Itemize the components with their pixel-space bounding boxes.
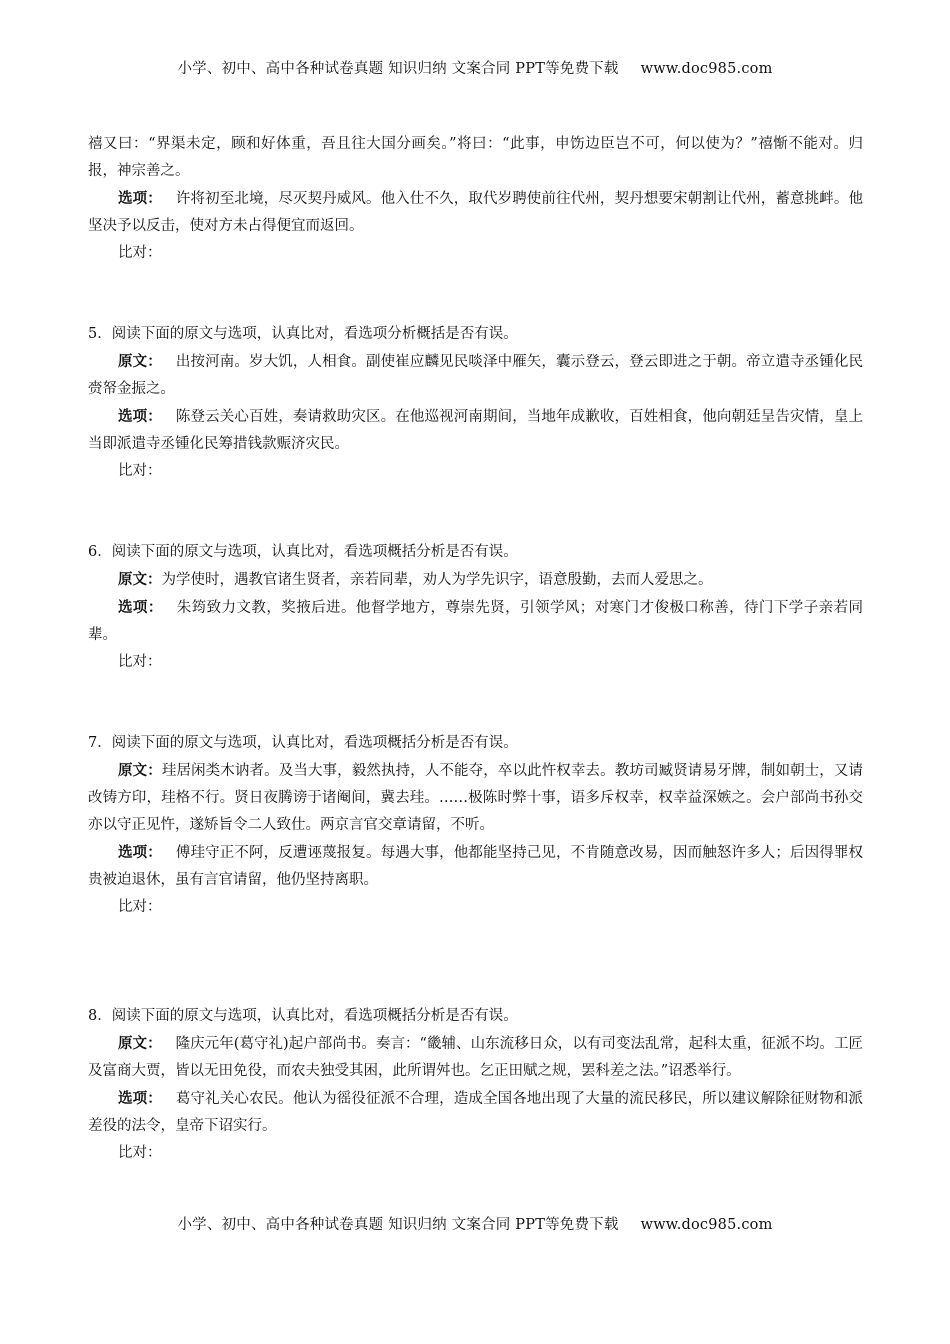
original-text-continued: 禧又曰：“界渠未定，顾和好体重，吾且往大国分画矣。”将曰：“此事，申饬边臣岂不可，何以使为？”禧惭不能对。归报，神宗善之。 [88, 136, 863, 179]
option-label: 选项： [118, 408, 162, 425]
compare-label: 比对： [118, 245, 162, 261]
original-label: 原文： [118, 353, 162, 370]
option-text: 傅珪守正不阿，反遭诬蔑报复。每遇大事，他都能坚持己见，不肯随意改易，因而触怒许多人；后因得罪权贵被迫退休，虽有言官请留，他仍坚持离职。 [88, 845, 864, 888]
question-title: 7．阅读下面的原文与选项，认真比对，看选项概括分析是否有误。 [88, 735, 518, 751]
question-7 [88, 730, 863, 921]
question-5 [88, 321, 863, 485]
compare-line [88, 1140, 863, 1167]
original-paragraph [88, 1030, 863, 1085]
page-footer [0, 1213, 950, 1234]
compare-label: 比对： [118, 1145, 162, 1161]
option-paragraph [88, 839, 863, 894]
question-6 [88, 539, 863, 676]
original-text: 隆庆元年(葛守礼)起户部尚书。奏言：“畿辅、山东流移日众，以有司变法乱常，起科太重，征派不均。工匠及富商大贾，皆以无田免役，而农夫独受其困，此所谓舛也。乞正田赋之规，罢科差之法。”诏悉举行。 [88, 1036, 863, 1079]
option-paragraph [88, 594, 863, 649]
option-paragraph [88, 403, 863, 458]
header-text: 小学、初中、高中各种试卷真题 知识归纳 文案合同 PPT等免费下载 [177, 61, 619, 77]
compare-label: 比对： [118, 899, 162, 915]
compare-line [88, 240, 863, 267]
option-text: 陈登云关心百姓，奏请救助灾区。在他巡视河南期间，当地年成歉收，百姓相食，他向朝廷呈告灾情，皇上当即派遣寺丞锺化民筹措钱款赈济灾民。 [88, 409, 864, 452]
compare-label: 比对： [118, 463, 162, 479]
original-text: 珪居闲类木讷者。及当大事，毅然执持，人不能夺，卒以此忤权幸去。教坊司臧贤请易牙牌，制如朝士，又请改铸方印，珪格不行。贤日夜腾谤于诸阉间，冀去珪。……极陈时弊十事，语多斥权幸，权幸益深嫉之。会户部尚书孙交亦以守正见忤，遂矫旨令二人致仕。两京言官交章请留，不听。 [88, 763, 864, 833]
compare-line [88, 894, 863, 921]
footer-url[interactable]: www.doc985.com [640, 1217, 773, 1233]
question-title: 6．阅读下面的原文与选项，认真比对，看选项概括分析是否有误。 [88, 544, 518, 560]
header-url[interactable]: www.doc985.com [640, 61, 773, 77]
compare-line [88, 649, 863, 676]
option-text: 许将初至北境，尽灭契丹威风。他入仕不久，取代岁聘使前往代州，契丹想要宋朝割让代州，蓄意挑衅。他坚决予以反击，使对方未占得便宜而返回。 [88, 191, 864, 234]
question-title: 5．阅读下面的原文与选项，认真比对，看选项分析概括是否有误。 [88, 326, 518, 342]
original-label: 原文： [118, 1035, 162, 1052]
question-8 [88, 1003, 863, 1167]
original-label: 原文： [118, 762, 162, 779]
option-text: 葛守礼关心农民。他认为徭役征派不合理，造成全国各地出现了大量的流民移民，所以建议解除征财物和派差役的法令，皇帝下诏实行。 [88, 1091, 864, 1134]
option-text: 朱筠致力文教，奖掖后进。他督学地方，尊崇先贤，引领学风；对寒门才俊极口称善，待门下学子亲若同辈。 [88, 600, 863, 643]
compare-label: 比对： [118, 654, 162, 670]
original-paragraph [88, 566, 863, 594]
footer-text: 小学、初中、高中各种试卷真题 知识归纳 文案合同 PPT等免费下载 [177, 1217, 619, 1233]
original-paragraph [88, 757, 863, 839]
document-body [88, 131, 863, 1167]
option-paragraph [88, 1085, 863, 1140]
page-header [0, 57, 950, 78]
original-paragraph [88, 348, 863, 403]
question-4-continued [88, 131, 863, 267]
option-label: 选项： [118, 844, 162, 861]
compare-line [88, 458, 863, 485]
question-title: 8．阅读下面的原文与选项，认真比对，看选项概括分析是否有误。 [88, 1008, 518, 1024]
original-text: 为学使时，遇教官诸生贤者，亲若同辈，劝人为学先识字，语意殷勤，去而人爱思之。 [161, 572, 713, 588]
option-label: 选项： [118, 190, 162, 207]
option-label: 选项： [118, 599, 163, 616]
option-label: 选项： [118, 1090, 162, 1107]
original-label: 原文： [118, 571, 162, 588]
option-paragraph [88, 185, 863, 240]
original-text: 出按河南。岁大饥，人相食。副使崔应麟见民啖泽中雁矢，囊示登云，登云即进之于朝。帝立遣寺丞锺化民赍帑金振之。 [88, 354, 864, 397]
